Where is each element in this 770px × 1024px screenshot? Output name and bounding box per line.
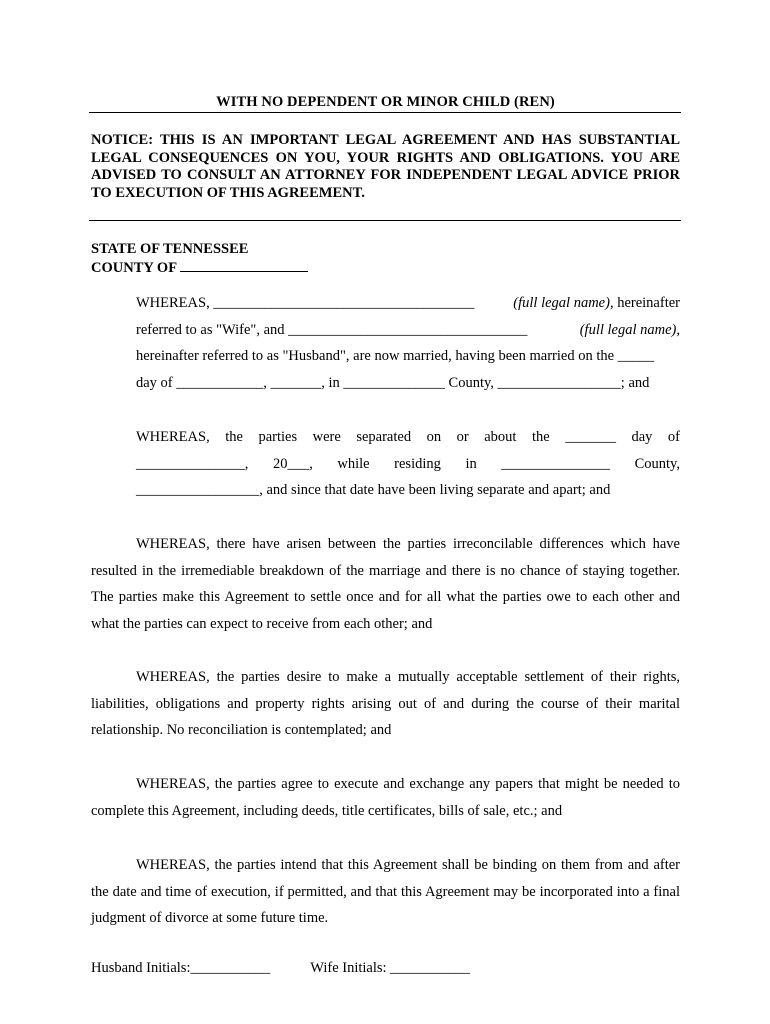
legal-notice: NOTICE: THIS IS AN IMPORTANT LEGAL AGREEMENT AND HAS SUBSTANTIAL LEGAL CONSEQUENCES ON YOU, YOUR RIGHTS AND OBLIGATIONS. YOU ARE ADVISED TO CONSULT AN ATTORNEY FOR INDEPENDENT LEGAL ADVICE PRIOR TO EXECUTION OF THIS AGREEMENT. (91, 132, 680, 202)
initials-footer (91, 960, 470, 977)
full-legal-name-hint: (full legal name), (513, 295, 614, 311)
notice-divider (89, 220, 681, 221)
husband-initials[interactable]: Husband Initials:___________ (91, 960, 271, 976)
state-line: STATE OF TENNESSEE (91, 241, 249, 257)
county-line (91, 258, 308, 277)
whereas-separation-line-1: WHEREAS, the parties were separated on or about the _______ day of (136, 429, 680, 445)
whereas-settlement: WHEREAS, the parties desire to make a mutually acceptable settlement of their rights, liabilities, obligations and property rights arising out of and during the course of their marital relationship. No reconciliation is contemplated; and (91, 669, 680, 739)
whereas-separation (91, 424, 680, 504)
whereas-marriage-line-4: day of ____________, _______, in ______________ County, _________________; and (136, 375, 650, 392)
whereas-separation-line-2: _______________, 20___, while residing in _______________ County, (136, 455, 680, 472)
whereas-marriage-line-1: WHEREAS, ____________________________________ (full legal name), hereinafter (136, 295, 680, 311)
full-legal-name-hint: (full legal name), (579, 321, 680, 338)
whereas-marriage (91, 290, 680, 397)
county-blank[interactable] (180, 258, 308, 272)
title-divider (89, 112, 681, 113)
whereas-papers: WHEREAS, the parties agree to execute and exchange any papers that might be needed to complete this Agreement, including deeds, title certificates, bills of sale, etc.; and (91, 776, 680, 819)
whereas-marriage-line-2: referred to as "Wife", and _________________________________ (full legal name), (136, 317, 680, 344)
county-label: COUNTY OF (91, 260, 177, 276)
whereas-differences: WHEREAS, there have arisen between the parties irreconcilable differences which have resulted in the irremediable breakdown of the marriage and there is no chance of staying together. The parties make this Agreement to settle once and for all what the parties owe to each other and what the parties can expect to receive from each other; and (91, 536, 680, 633)
whereas-marriage-line-3: hereinafter referred to as "Husband", are now married, having been married on the _____ (136, 348, 654, 365)
document-title: WITH NO DEPENDENT OR MINOR CHILD (REN) (216, 94, 555, 110)
venue-block (91, 240, 308, 277)
whereas-binding: WHEREAS, the parties intend that this Agreement shall be binding on them from and after the date and time of execution, if permitted, and that this Agreement may be incorporated into a final judgment of divorce at some future time. (91, 857, 680, 927)
whereas-separation-line-3: _________________, and since that date have been living separate and apart; and (136, 482, 611, 499)
wife-initials[interactable]: Wife Initials: ___________ (310, 960, 470, 976)
